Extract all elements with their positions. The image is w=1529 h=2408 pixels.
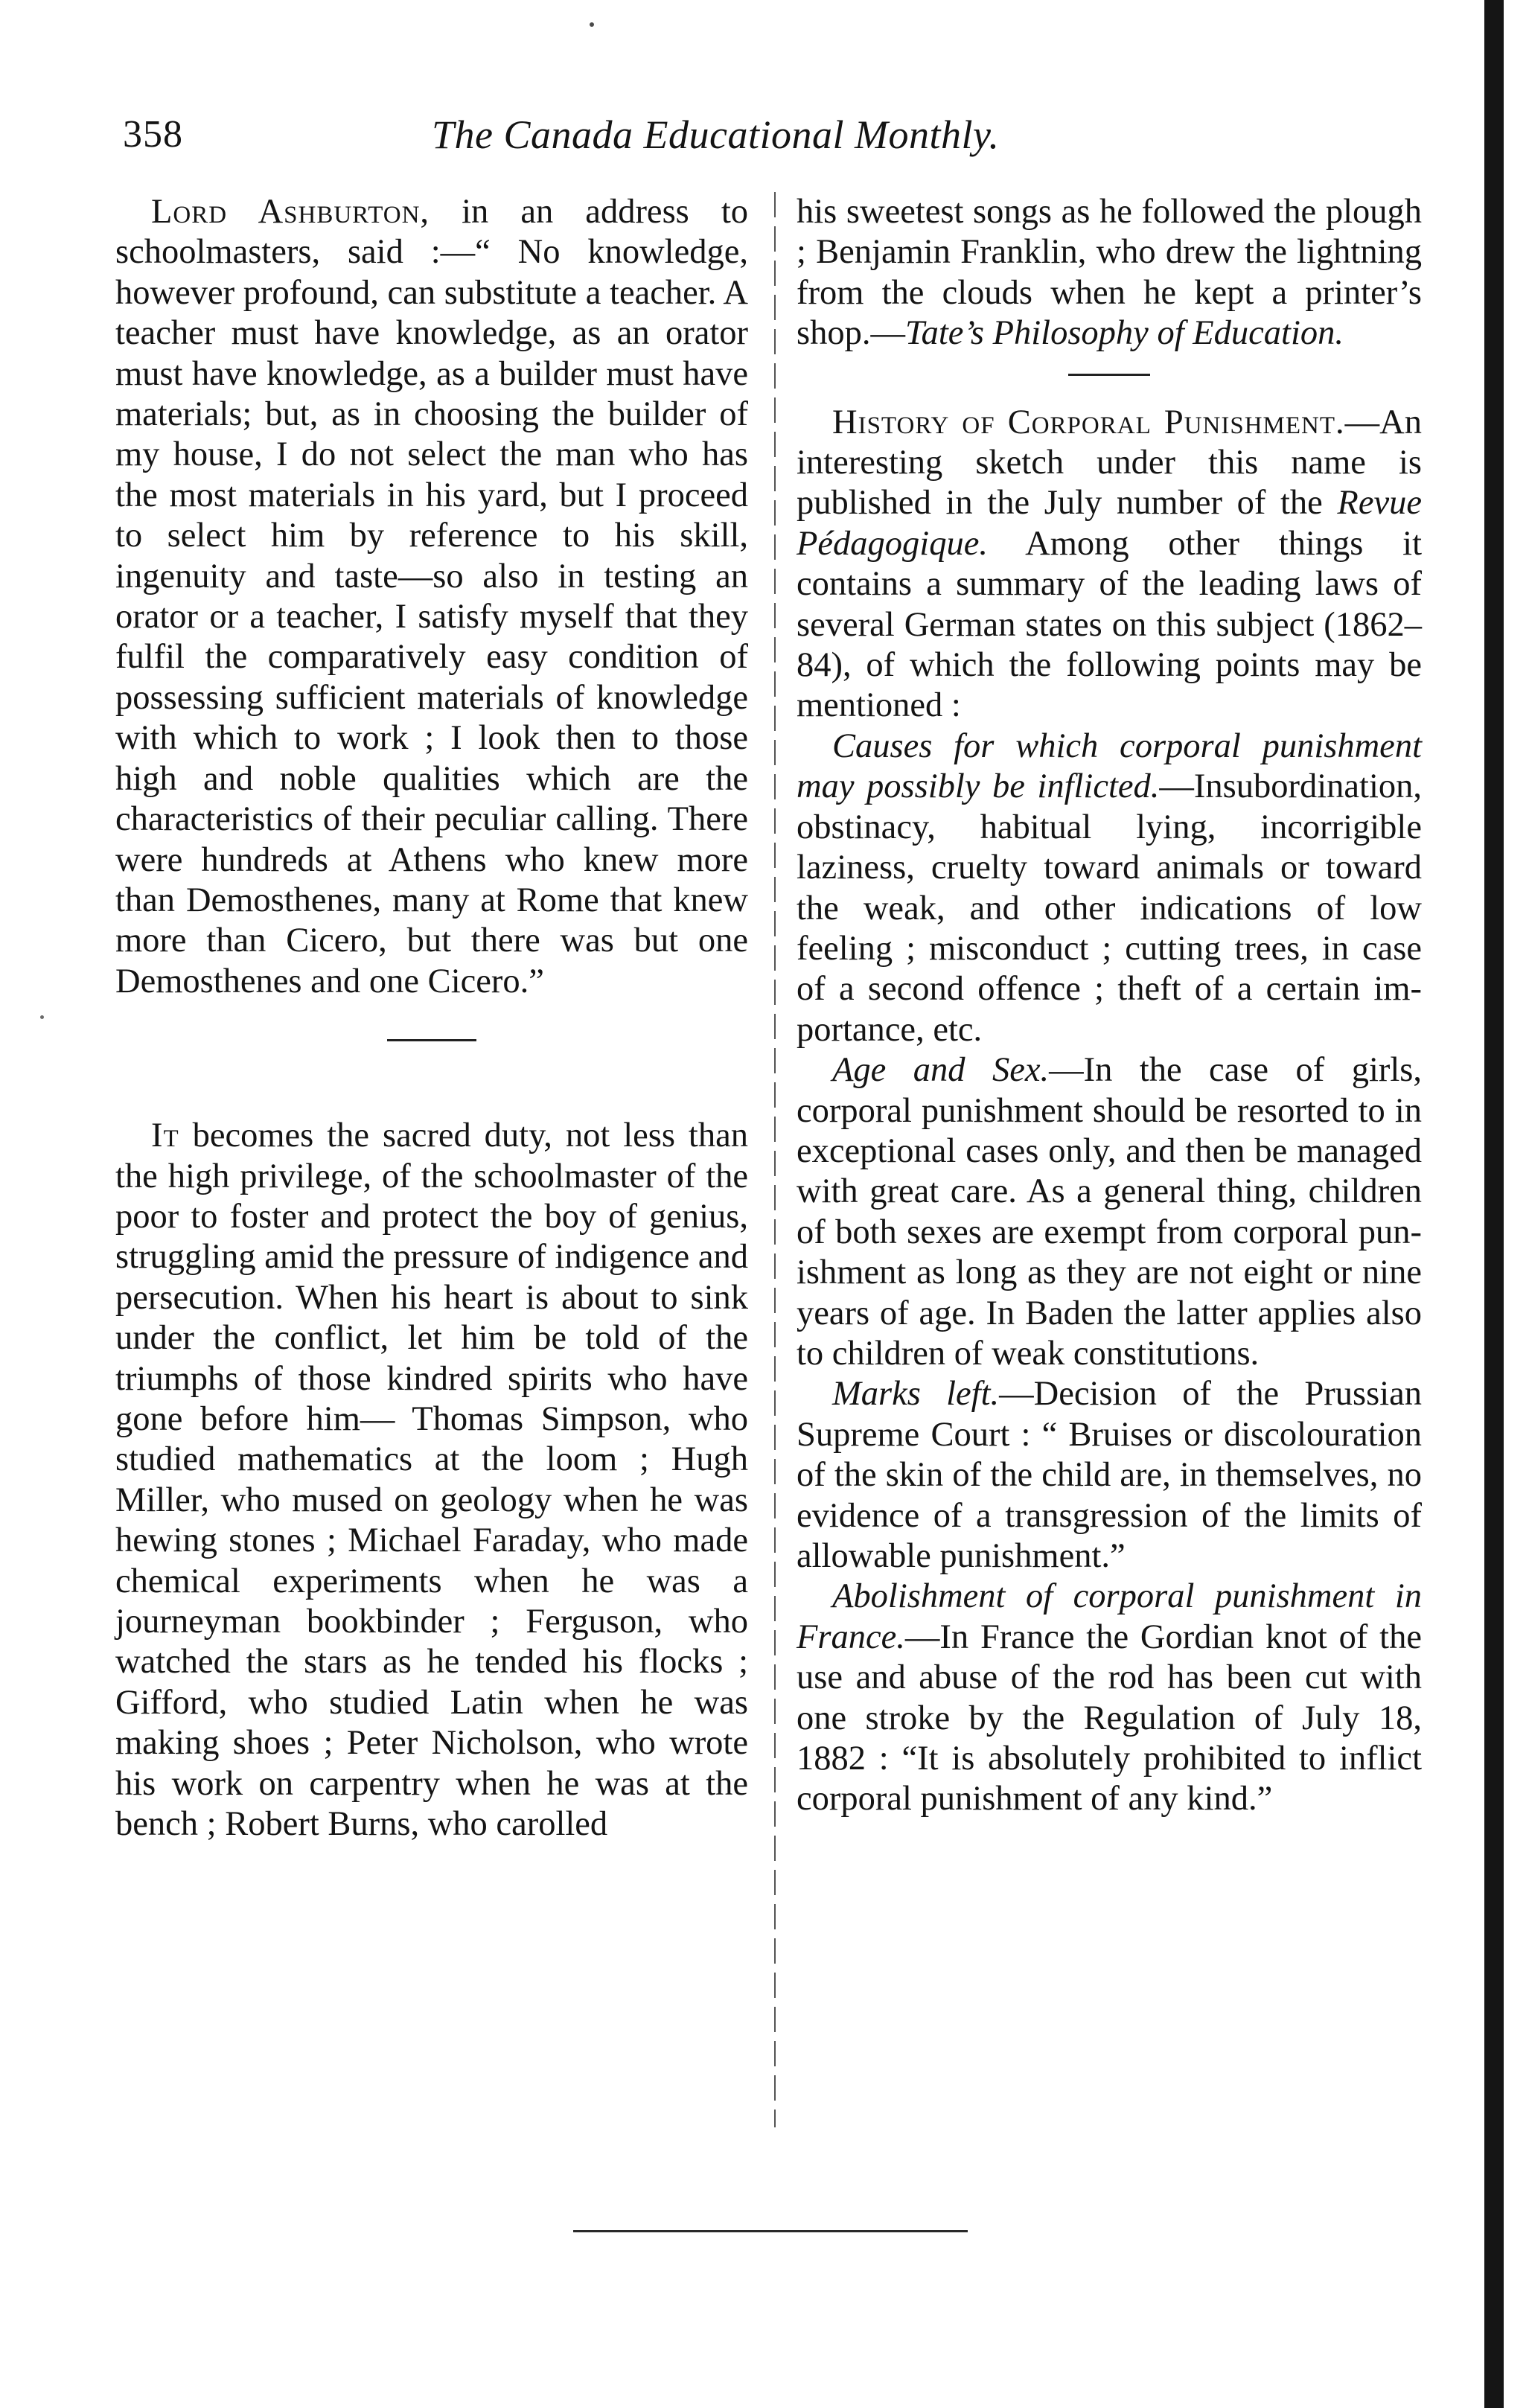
page-number: 358 (123, 113, 183, 156)
page-header (123, 109, 1131, 161)
lead-name: Lord Ashburton, (151, 193, 430, 231)
section-divider (387, 1039, 476, 1041)
section-divider (1068, 374, 1150, 376)
section-heading: History of Corporal Punishment. (832, 403, 1345, 441)
paragraph-causes (797, 726, 1422, 1050)
subheading: Causes for which corporal punishment may possibly be inflicted. (797, 726, 1422, 806)
running-title: The Canada Educational Monthly. (432, 112, 1000, 157)
paragraph-age-sex (797, 1050, 1422, 1374)
subheading: Age and Sex. (832, 1051, 1050, 1090)
paragraph-text: his sweetest songs as he followed the plough ; Benjamin Franklin, who drew the lightning from the clouds when he kept a printer’s shop.— (797, 193, 1422, 353)
paragraph-marks (797, 1374, 1422, 1577)
paragraph-text: Among other things it contains a summary of the leading laws of several German states on this subject (1862–84), of which the following points may be mentioned : (797, 524, 1422, 725)
paragraph-text: —Decision of the Prussian Supreme Court : “ Bruises or discolouration of the skin of the child are, in themselves, no evidence of a transgression of the limits of allowable punishment.” (797, 1375, 1423, 1575)
left-column (115, 192, 748, 1845)
paragraph-abolition (797, 1577, 1422, 1819)
journal-title: Revue Pédagogique. (797, 484, 1422, 563)
paragraph-history (797, 403, 1422, 726)
column-rule (774, 192, 776, 2127)
paragraph-text: —In France the Gordian knot of the use and abuse of the rod has been cut with one stroke by the Regulation of July 18, 1882 : “It is absolutely prohibited to inflict corporal punishment of any kind.” (797, 1617, 1422, 1818)
paragraph-text: —Insubordination, obstinacy, habitual lying, incorrigible laziness, cruelty toward animals or toward the weak, and other indications of low feeling ; misconduct ; cutting trees, in case of a second offence ; theft of a certain importance, etc. (797, 767, 1422, 1049)
paragraph-ashburton (115, 192, 748, 1002)
paragraph-genius (115, 1116, 748, 1845)
paragraph-continuation (797, 192, 1422, 354)
scan-edge-border (1484, 0, 1504, 2408)
subheading: Marks left. (832, 1375, 1000, 1414)
scan-speck (590, 22, 594, 27)
paragraph-text: —In the case of girls, corporal punishment should be resorted to in exceptional cases only, and then be managed with great care. As a general thing, children of both sexes are exempt from corporal punishment as long as they are not eight or nine years of age. In Baden the latter applies also to children of weak constitutions. (797, 1051, 1422, 1373)
paragraph-text: —An interesting sketch under this name is published in the July number of the (797, 403, 1422, 523)
lead-word: It (151, 1117, 179, 1155)
source-citation: Tate’s Philosophy of Education. (904, 314, 1344, 353)
paragraph-text: becomes the sacred duty, not less than the high privilege, of the schoolmaster of the poor to foster and protect the boy of genius, struggling amid the pressure of indigence and persecution. When his heart is about to sink under the conflict, let him be told of the triumphs of those kindred spirits who have gone before him— Thomas Simpson, who studied mathematics at the loom ; Hugh Miller, who mused on geology when he was hewing stones ; Michael Faraday, who made chemical experiments when he was a journeyman bookbinder ; Ferguson, who watched the stars as he tended his flocks ; Gifford, who studied Latin when he was making shoes ; Peter Nicholson, who wrote his work on carpentry when he was at the bench ; Robert Burns, who carolled (115, 1117, 748, 1844)
subheading: Abolishment of corporal punishment in France. (797, 1577, 1422, 1656)
paragraph-text: in an address to schoolmasters, said :—“ No knowledge, however profound, can substitute a teacher. A teacher must have knowledge, as an orator must have knowledge, as a builder must have materials; but, as in choosing the builder of my house, I do not select the man who has the most materials in his yard, but I proceed to select him by reference to his skill, ingenuity and taste—so also in testing an orator or a teacher, I satisfy myself that they fulfil the comparatively easy condition of possessing sufficient materials of knowledge with which to work ; I look then to those high and noble qualities which are the characteristics of their peculiar calling. There were hundreds at Athens who knew more than Demosthenes, many at Rome that knew more than Cicero, but there was but one Demosthenes and one Cicero.” (115, 193, 748, 1000)
scan-speck (40, 1015, 44, 1019)
right-column (797, 192, 1422, 1820)
footer-rule (573, 2230, 968, 2232)
